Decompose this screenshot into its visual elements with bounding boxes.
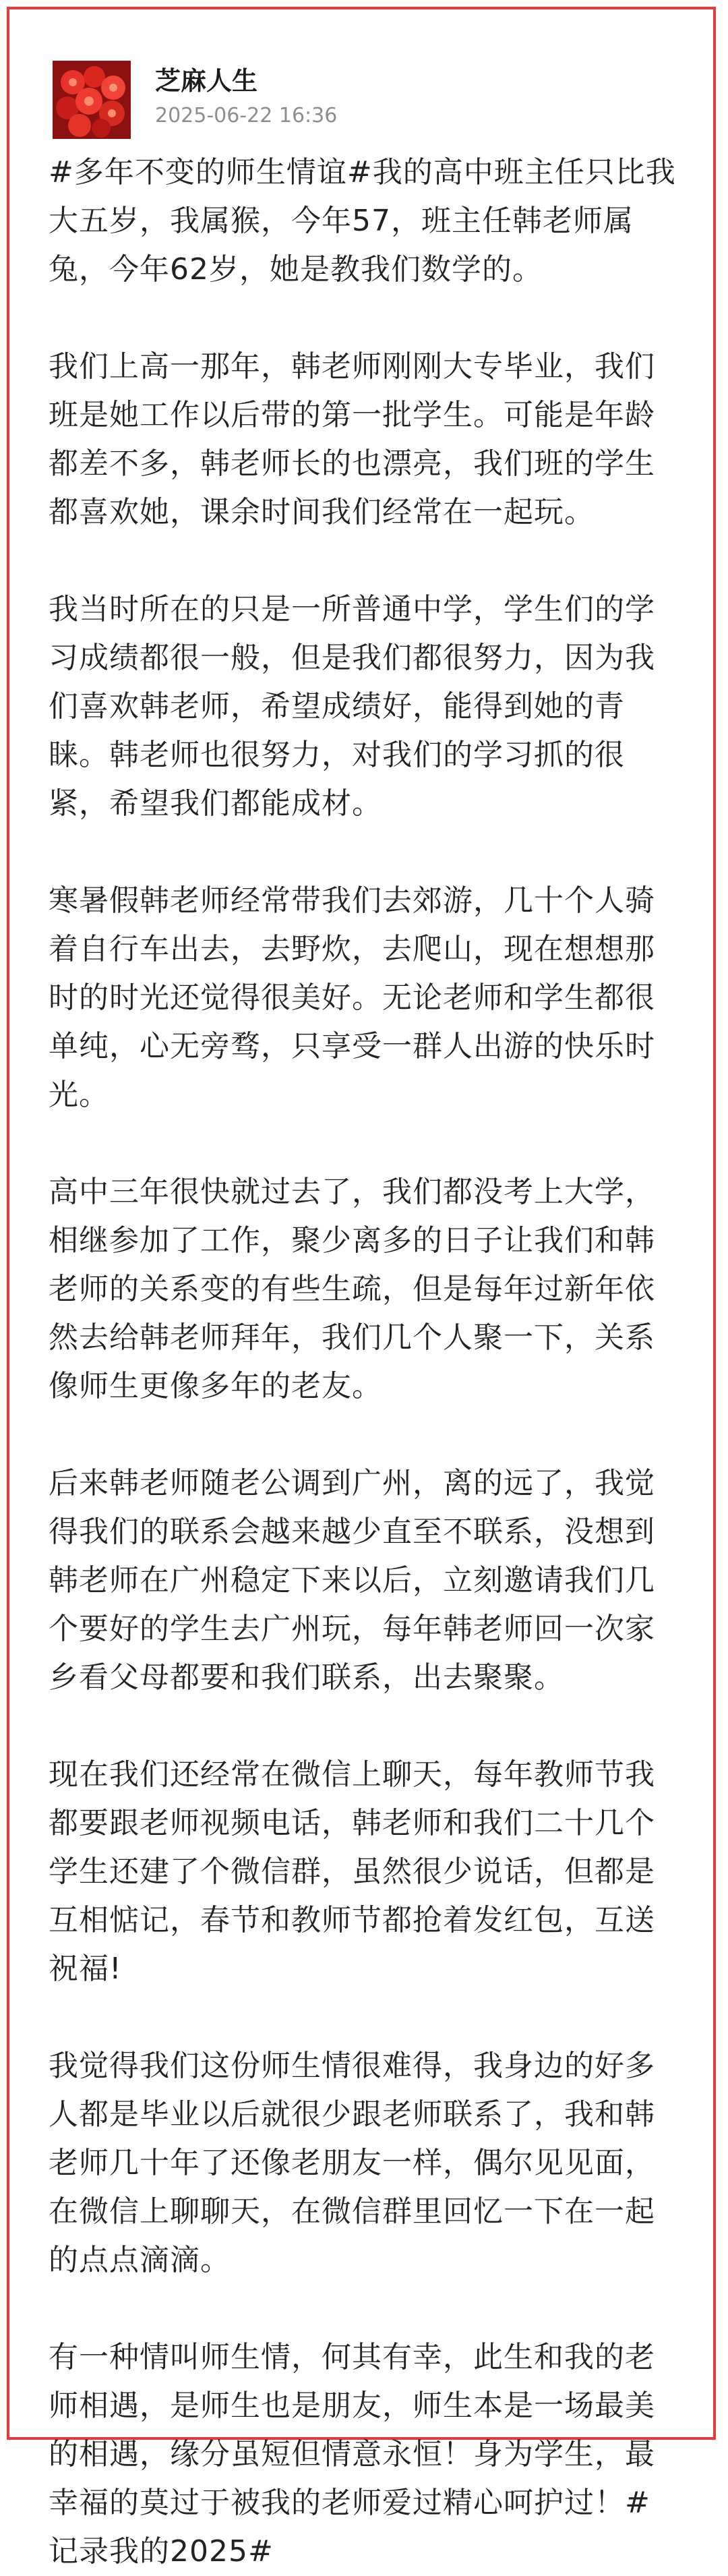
post-paragraph: 有一种情叫师生情，何其有幸，此生和我的老师相遇，是师生也是朋友，师生本是一场最美的相遇，缘分虽短但情意永恒！身为学生，最幸福的莫过于被我的老师爱过精心呵护过！#记录我的2025# — [49, 2340, 655, 2569]
post-paragraph: #多年不变的师生情谊#我的高中班主任只比我大五岁，我属猴，今年57，班主任韩老师属兔，今年62岁，她是教我们数学的。 — [49, 155, 676, 287]
post-paragraph: 现在我们还经常在微信上聊天，每年教师节我都要跟老师视频电话，韩老师和我们二十几个学生还建了个微信群，虽然很少说话，但都是互相惦记，春节和教师节都抢着发红包，互送祝福! — [49, 1757, 655, 1986]
post-timestamp: 2025-06-22 16:36 — [155, 104, 338, 127]
post-paragraph: 我们上高一那年，韩老师刚刚大专毕业，我们班是她工作以后带的第一批学生。可能是年龄都差不多，韩老师长的也漂亮，我们班的学生都喜欢她，课余时间我们经常在一起玩。 — [49, 349, 655, 529]
red-flowers-avatar-image — [53, 61, 131, 139]
post-paragraph: 寒暑假韩老师经常带我们去郊游，几十个人骑着自行车出去，去野炊，去爬山，现在想想那时的时光还觉得很美好。无论老师和学生都很单纯，心无旁骛，只享受一群人出游的快乐时光。 — [49, 883, 655, 1112]
post-body — [49, 148, 679, 2569]
post-paragraph: 我当时所在的只是一所普通中学，学生们的学习成绩都很一般，但是我们都很努力，因为我们喜欢韩老师，希望成绩好，能得到她的青睐。韩老师也很努力，对我们的学习抓的很紧，希望我们都能成材。 — [49, 592, 655, 821]
post-paragraph: 高中三年很快就过去了，我们都没考上大学，相继参加了工作，聚少离多的日子让我们和韩老师的关系变的有些生疏，但是每年过新年依然去给韩老师拜年，我们几个人聚一下，关系像师生更像多年的老友。 — [49, 1175, 655, 1403]
post-paragraph: 后来韩老师随老公调到广州，离的远了，我觉得我们的联系会越来越少直至不联系，没想到韩老师在广州稳定下来以后，立刻邀请我们几个要好的学生去广州玩，每年韩老师回一次家乡看父母都要和我们联系，出去聚聚。 — [49, 1466, 655, 1695]
post-paragraph: 我觉得我们这份师生情很难得，我身边的好多人都是毕业以后就很少跟老师联系了，我和韩老师几十年了还像老朋友一样，偶尔见见面，在微信上聊聊天，在微信群里回忆一下在一起的点点滴滴。 — [49, 2049, 655, 2277]
author-name[interactable]: 芝麻人生 — [155, 66, 258, 96]
post-header — [53, 61, 659, 142]
avatar[interactable] — [53, 61, 131, 139]
